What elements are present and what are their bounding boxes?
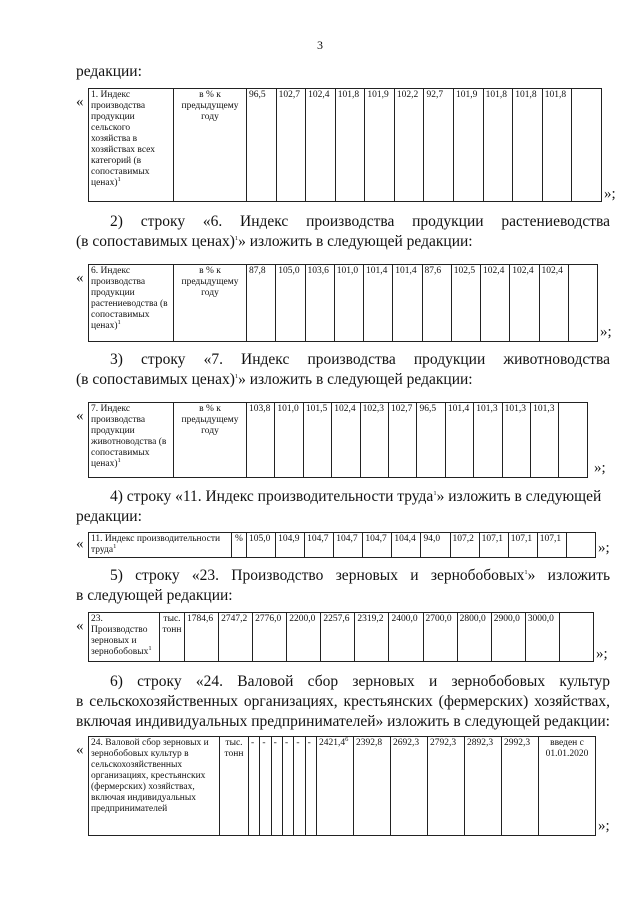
value-cell: 107,1 [479,533,508,558]
intro-tail: редакции: [76,63,142,80]
value-cell: 2800,0 [457,613,491,662]
value-cell: 102,4 [539,265,568,342]
close-quote: »; [600,324,612,340]
value-cell: 101,8 [542,89,572,202]
value-cell: 2776,0 [253,613,287,662]
value-cell: 2392,8 [354,737,391,836]
open-quote: « [76,536,84,552]
unit-cell: в % к предыдущему году [174,265,247,342]
table-row [89,403,588,478]
value-cell: 2319,2 [355,613,389,662]
value-cell: 96,5 [247,89,277,202]
table-row [89,89,602,202]
value-cell: 2400,0 [389,613,423,662]
value-cell: 102,7 [389,403,417,478]
value-cell: - [282,737,293,836]
value-cell: 107,1 [537,533,566,558]
value-cell: 104,9 [276,533,305,558]
value-cell [559,613,593,662]
row-name-cell: 24. Валовой сбор зерновых и зернобобовых культур в сельскохозяйственных организациях, крестьянских (фермерских) хозяйствах, включая индивидуальных предпринимателей [89,737,220,836]
open-quote: « [76,270,84,286]
table-grain-harvest [88,736,596,836]
table-livestock-production-index [88,402,588,478]
table-grain-production [88,612,594,662]
value-cell: 101,0 [275,403,303,478]
close-quote: »; [598,540,610,556]
close-quote: »; [596,646,608,662]
value-cell: 102,4 [481,265,510,342]
row-name-cell: 6. Индекс производства продукции растениеводства (в сопоставимых ценах)$^1$ [89,265,174,342]
close-quote: »; [598,818,610,834]
table-row [89,613,594,662]
value-cell [572,89,602,202]
value-cell: 101,5 [303,403,331,478]
value-cell: 103,6 [305,265,334,342]
value-cell [566,533,595,558]
paragraph-item-6-line2: в сельскохозяйственных организациях, крестьянских (фермерских) хозяйствах, [76,693,610,710]
value-cell: 2200,0 [287,613,321,662]
value-cell: - [271,737,282,836]
value-cell: - [249,737,260,836]
value-cell: 101,4 [445,403,473,478]
table-labor-productivity-index [88,532,596,558]
paragraph-item-5-line1: 5) строку «23. Производство зерновых и зернобобовых$^1$» изложить [110,567,611,584]
value-cell: 2421,4$^6$ [317,737,354,836]
value-cell: 103,8 [247,403,275,478]
open-quote: « [76,618,84,634]
paragraph-item-2-line2: (в сопоставимых ценах)$^1$» изложить в следующей редакции: [76,233,473,250]
value-cell: 96,5 [417,403,445,478]
page-number: 3 [317,38,323,52]
value-cell: 101,3 [531,403,559,478]
value-cell: 107,2 [450,533,479,558]
unit-cell: % [232,533,247,558]
value-cell: 2992,3 [502,737,539,836]
unit-cell: в % к предыдущему году [174,403,247,478]
value-cell: 105,0 [247,533,276,558]
value-cell: 101,0 [334,265,363,342]
value-cell: 104,7 [363,533,392,558]
close-quote: »; [604,186,616,202]
row-name-cell: 11. Индекс производительности труда$^1$ [89,533,232,558]
note-cell: введен с 01.01.2020 [539,737,596,836]
value-cell: 107,1 [508,533,537,558]
value-cell: 87,8 [247,265,276,342]
open-quote: « [76,94,84,110]
value-cell: - [305,737,316,836]
value-cell: 101,3 [502,403,530,478]
unit-cell: тыс. тонн [160,613,185,662]
value-cell: 102,5 [451,265,480,342]
paragraph-item-2-line1: 2) строку «6. Индекс производства продукции растениеводства [110,213,611,230]
value-cell: 101,8 [335,89,365,202]
value-cell: 2700,0 [423,613,457,662]
value-cell: 1784,6 [185,613,219,662]
value-cell: 2792,3 [428,737,465,836]
value-cell: 101,4 [393,265,422,342]
row-name-cell: 7. Индекс производства продукции животноводства (в сопоставимых ценах)$^1$ [89,403,174,478]
value-cell: 2257,6 [321,613,355,662]
value-cell: - [294,737,305,836]
value-cell: 104,7 [334,533,363,558]
value-cell: 102,2 [394,89,424,202]
table-row [89,533,596,558]
value-cell [559,403,588,478]
value-cell: 92,7 [424,89,454,202]
value-cell: 3000,0 [525,613,559,662]
paragraph-item-4-line2: редакции: [76,508,142,525]
value-cell: 104,4 [392,533,421,558]
unit-cell: в % к предыдущему году [174,89,247,202]
unit-cell: тыс. тонн [220,737,249,836]
value-cell: 101,8 [483,89,513,202]
paragraph-item-3-line2: (в сопоставимых ценах)$^1$» изложить в следующей редакции: [76,371,473,388]
value-cell: 104,7 [305,533,334,558]
value-cell: 2892,3 [465,737,502,836]
row-name-cell: 1. Индекс производства продукции сельского хозяйства в хозяйствах всех категорий (в сопоставимых ценах)$^1$ [89,89,174,202]
value-cell: 105,0 [276,265,305,342]
value-cell: 101,9 [365,89,395,202]
value-cell: 101,9 [454,89,484,202]
open-quote: « [76,408,84,424]
value-cell: 101,4 [364,265,393,342]
paragraph-item-4-line1: 4) строку «11. Индекс производительности труда$^1$» изложить в следующей [110,488,602,505]
table-agri-production-index [88,88,602,202]
value-cell: 87,6 [422,265,451,342]
paragraph-item-5-line2: в следующей редакции: [76,587,233,604]
value-cell: 2692,3 [391,737,428,836]
paragraph-item-3-line1: 3) строку «7. Индекс производства продукции животноводства [110,351,611,368]
paragraph-item-6-line1: 6) строку «24. Валовой сбор зерновых и зернобобовых культур [110,673,611,690]
row-name-cell: 23. Производство зерновых и зернобобовых$^1$ [89,613,160,662]
value-cell: 102,7 [276,89,306,202]
value-cell: 101,8 [513,89,543,202]
close-quote: »; [594,460,606,476]
value-cell: 102,4 [332,403,360,478]
value-cell: 2900,0 [491,613,525,662]
value-cell: 2747,2 [219,613,253,662]
value-cell: 102,4 [510,265,539,342]
value-cell: 102,4 [306,89,336,202]
table-row [89,265,598,342]
value-cell: - [260,737,271,836]
open-quote: « [76,742,84,758]
value-cell [568,265,597,342]
value-cell: 101,3 [474,403,502,478]
table-crop-production-index [88,264,598,342]
value-cell: 94,0 [421,533,450,558]
table-row [89,737,596,836]
paragraph-item-6-line3: включая индивидуальных предпринимателей» изложить в следующей редакции: [76,713,610,730]
value-cell: 102,3 [360,403,388,478]
